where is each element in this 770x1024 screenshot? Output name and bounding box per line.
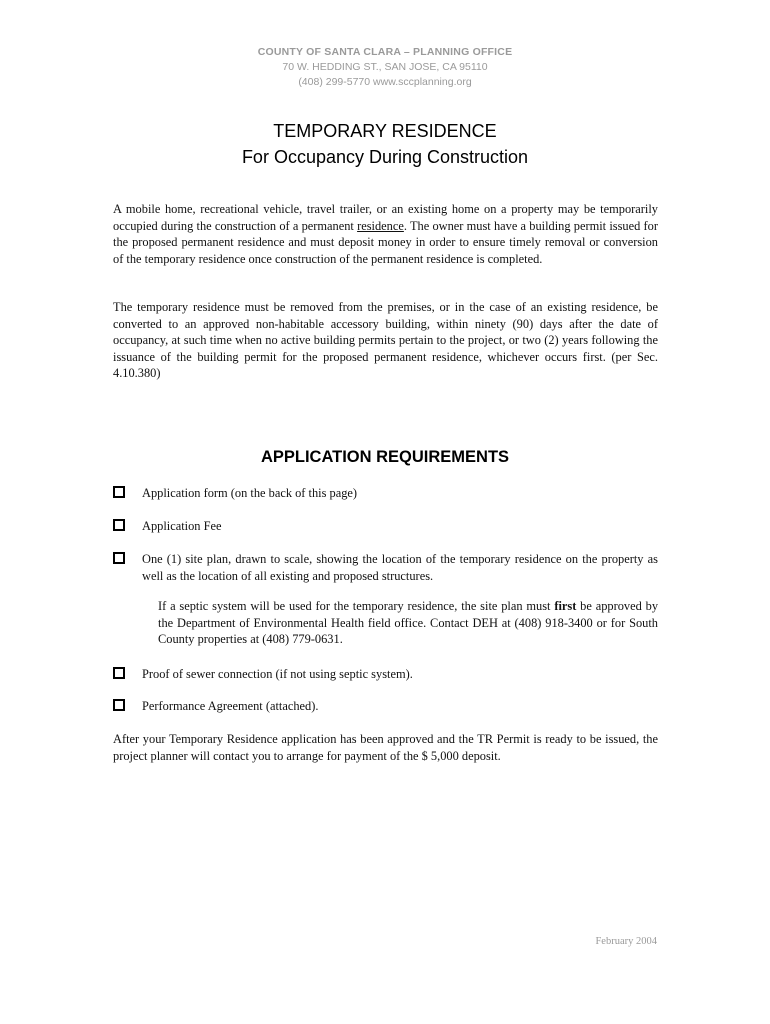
requirement-text: One (1) site plan, drawn to scale, showing the location of the temporary residence on the property as well as the location of all existing and proposed structures.: [142, 552, 658, 583]
document-title: [0, 118, 770, 170]
requirements-heading: APPLICATION REQUIREMENTS: [260, 448, 510, 466]
checkbox-icon: [113, 486, 125, 498]
intro-paragraph-2: The temporary residence must be removed from the premises, or in the case of an existing residence, be converted to an approved non-habitable accessory building, within ninety (90) days after the date of occupancy, at such time when no active building permits pertain to the project, or two (2) years following the issuance of the building permit for the proposed permanent residence, whichever occurs first. (per Sec. 4.10.380): [113, 300, 658, 380]
title-main: TEMPORARY RESIDENCE: [273, 121, 497, 141]
septic-note-emphasis: first: [554, 599, 577, 613]
intro-p1-text-b: . The owner must have a building permit issued for the proposed permanent residence and must deposit money in order to ensure timely removal or conversion of the temporary residence once construction of the permanent residence is completed.: [113, 218, 658, 266]
title-sub: For Occupancy During Construction: [241, 147, 529, 167]
letterhead-office: COUNTY OF SANTA CLARA – PLANNING OFFICE: [257, 46, 513, 58]
requirement-text: Application Fee: [142, 519, 222, 533]
checkbox-icon: [113, 667, 125, 679]
septic-note-text-a: If a septic system will be used for the temporary residence, the site plan must: [158, 599, 555, 613]
requirement-text: Proof of sewer connection (if not using septic system).: [142, 667, 413, 681]
footer-date: February 2004: [595, 936, 657, 947]
letterhead-address: 70 W. HEDDING ST., SAN JOSE, CA 95110: [282, 61, 488, 73]
septic-note-text-b: be approved by the Department of Environmental Health field office. Contact DEH at (408) 918-3400 or for South County properties at (408) 779-0631.: [158, 599, 659, 646]
requirement-text: Application form (on the back of this page): [142, 486, 358, 500]
letterhead-contact: (408) 299-5770 www.sccplanning.org: [298, 76, 472, 88]
checkbox-icon: [113, 519, 125, 531]
septic-note: [158, 598, 658, 648]
checkbox-icon: [113, 699, 125, 711]
intro-paragraph-1: [113, 201, 658, 267]
checkbox-icon: [113, 552, 125, 564]
intro-p1-text-a: A mobile home, recreational vehicle, travel trailer, or an existing home on a property may be temporarily occupied during the construction of a permanent: [113, 202, 658, 233]
letterhead: [0, 45, 770, 90]
residence-underlined-term: residence: [357, 218, 404, 233]
closing-paragraph: After your Temporary Residence application has been approved and the TR Permit is ready to be issued, the project planner will contact you to arrange for payment of the $ 5,000 deposit.: [113, 732, 658, 763]
requirement-text: Performance Agreement (attached).: [142, 699, 319, 713]
